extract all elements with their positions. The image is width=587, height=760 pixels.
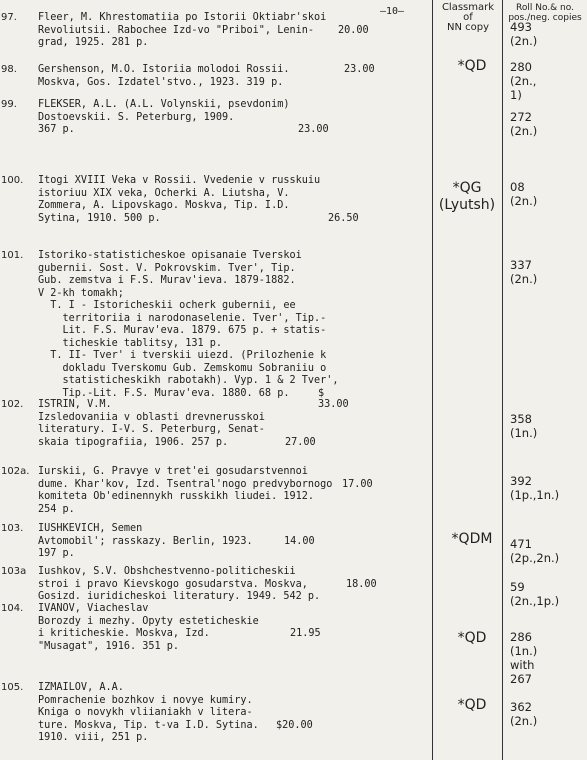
- entry-citation: [38, 682, 418, 745]
- citation-line: Izsledovaniia v oblasti drevnerusskoi: [38, 411, 265, 423]
- citation-line: Kniga o novykh vliianiakh v litera-: [38, 707, 253, 718]
- citation-line: Sytina, 1910. 500 p.: [38, 212, 161, 224]
- citation-line: 254 p.: [38, 503, 75, 515]
- entry-price: $ 33.00: [318, 387, 349, 410]
- citation-line: literatury. I-V. S. Peterburg, Senat-: [38, 424, 265, 435]
- citation-line: Istoriko-statisticheskoe opisanaie Tverskoi: [38, 250, 302, 261]
- citation-line: dokladu Tverskomu Gub. Zemskomu Sobraniiu o: [38, 362, 327, 374]
- citation-line: Fleer, M. Khrestomatiia po Istorii Oktiabr'skoi: [38, 12, 327, 23]
- entry-number: 98.: [1, 64, 17, 75]
- entry-citation: [38, 175, 418, 225]
- entry-price: 23.00: [344, 64, 375, 75]
- roll-note: [510, 700, 537, 728]
- roll-note-line: 337 (2n.): [510, 258, 538, 286]
- citation-line: Borozdy i mezhy. Opyty esteticheskie: [38, 615, 259, 627]
- citation-line: T. I - Istoricheskii ocherk gubernii, ee: [38, 300, 296, 311]
- roll-note: [510, 580, 559, 608]
- roll-note-line: 358 (1n.): [510, 412, 538, 440]
- entry-price: $20.00: [276, 719, 313, 731]
- roll-header-line1: Roll No.& no.: [516, 3, 574, 13]
- citation-line: 197 p.: [38, 548, 75, 559]
- citation-line: gubernii. Sost. V. Pokrovskim. Tver', Tip.: [38, 262, 296, 274]
- roll-note-line: 392 (1p.,1n.): [510, 474, 560, 502]
- roll-note: [510, 474, 559, 502]
- roll-note-line: 493 (2n.): [510, 20, 538, 48]
- citation-line: IUSHKEVICH, Semen: [38, 523, 143, 534]
- entry-price: 18.00: [346, 578, 377, 590]
- citation-line: FLEKSER, A.L. (A.L. Volynskii, psevdonim): [38, 99, 290, 110]
- citation-line: Revoliutsii. Rabochee Izd-vo "Priboi", Lenin-: [38, 24, 315, 36]
- citation-line: Dostoevskii. S. Peterburg, 1909.: [38, 111, 235, 123]
- roll-note: [510, 258, 537, 286]
- classmark-note: *QD: [457, 630, 487, 646]
- entry-number: 99.: [1, 99, 17, 110]
- citation-line: grad, 1925. 281 p.: [38, 37, 149, 48]
- page-number: —10—: [380, 6, 405, 17]
- roll-note-line: 59 (2n.,1p.): [510, 580, 560, 608]
- classmark-header: [436, 3, 500, 33]
- citation-line: V 2-kh tomakh;: [38, 287, 124, 299]
- entry-number: 97.: [1, 12, 17, 23]
- citation-line: Pomrachenie bozhkov i novye kumiry.: [38, 694, 253, 706]
- column-divider-right: [502, 0, 503, 760]
- classmark-note: *QD: [457, 697, 487, 713]
- entry-citation: [38, 250, 418, 400]
- entry-price: 27.00: [285, 436, 316, 448]
- citation-line: Itogi XVIII Veka v Rossii. Vvedenie v russkuiu: [38, 175, 321, 186]
- classmark-note: *QDM: [451, 531, 493, 547]
- citation-line: Iushkov, S.V. Obshchestvenno-politicheskii: [38, 566, 296, 577]
- citation-line: Zommera, A. Lipovskago. Moskva, Tip. I.D.: [38, 200, 290, 211]
- citation-line: "Musagat", 1916. 351 p.: [38, 640, 180, 652]
- roll-note-line: 280 (2n., 1): [510, 60, 537, 102]
- citation-line: i kriticheskie. Moskva, Izd.: [38, 628, 210, 639]
- entry-price: 21.95: [290, 628, 321, 639]
- citation-line: ticheskie tablitsy, 131 p.: [38, 337, 223, 349]
- citation-line: dume. Khar'kov, Izd. Tsentral'nogo predvybornogo: [38, 478, 333, 490]
- citation-line: statisticheskikh rabotakh). Vyp. 1 & 2 Tver',: [38, 375, 339, 386]
- citation-line: istoriuu XIX veka, Ocherki A. Liutsha, V.: [38, 187, 290, 199]
- roll-header-line2: pos./neg. copies: [508, 13, 582, 23]
- citation-line: Avtomobil'; rasskazy. Berlin, 1923.: [38, 535, 253, 547]
- entry-number: 104.: [1, 603, 24, 614]
- entry-price: 26.50: [328, 212, 359, 224]
- column-divider-left: [432, 0, 433, 760]
- citation-line: IVANOV, Viacheslav: [38, 603, 149, 614]
- citation-line: ISTRIN, V.M.: [38, 399, 112, 410]
- citation-line: territoriia i narodonaselenie. Tver', Tip.-: [38, 312, 327, 324]
- roll-note-line: 471 (2p.,2n.): [510, 537, 560, 565]
- entry-number: 102.: [1, 399, 24, 410]
- entry-citation: [38, 399, 418, 449]
- entry-number: 103a: [1, 566, 27, 577]
- citation-line: stroi i pravo Kievskogo gosudarstva. Moskva,: [38, 578, 308, 590]
- roll-note: [510, 20, 537, 48]
- roll-note: [510, 630, 537, 686]
- citation-line: T. II- Tver' i tverskii uiezd. (Prilozhenie k: [38, 350, 327, 361]
- entry-price: 20.00: [338, 24, 369, 36]
- roll-note: [510, 537, 559, 565]
- citation-line: 367 p.: [38, 124, 75, 135]
- citation-line: ture. Moskva, Tip. t-va I.D. Sytina.: [38, 719, 259, 731]
- classmark-note: *QD: [457, 58, 487, 74]
- entry-price: 23.00: [298, 124, 329, 135]
- roll-note-line: 272 (2n.): [510, 110, 538, 138]
- citation-line: IZMAILOV, A.A.: [38, 682, 124, 693]
- citation-line: Gershenson, M.O. Istoriia molodoi Rossii.: [38, 64, 290, 75]
- roll-note: [510, 180, 537, 208]
- entry-citation: [38, 523, 418, 561]
- entry-number: 103.: [1, 523, 24, 534]
- citation-line: skaia tipografiia, 1906. 257 p.: [38, 436, 229, 448]
- classmark-header-line2: NN copy: [446, 22, 490, 33]
- roll-note: [510, 412, 537, 440]
- citation-line: Tip.-Lit. F.S. Murav'eva. 1880. 68 p.: [38, 387, 290, 399]
- roll-note: [510, 110, 537, 138]
- entry-citation: [38, 466, 418, 516]
- entry-price: 17.00: [342, 478, 373, 490]
- citation-line: Gub. zemstva i F.S. Murav'ieva. 1879-1882.: [38, 275, 296, 286]
- entry-citation: [38, 603, 418, 653]
- entry-number: 101.: [1, 250, 24, 261]
- citation-line: Gosizd. iuridicheskoi literatury. 1949. 542 p.: [38, 591, 321, 602]
- roll-note-line: with 267: [510, 658, 535, 686]
- roll-note-line: 08 (2n.): [510, 180, 538, 208]
- classmark-note: *QG (Lyutsh): [438, 180, 496, 213]
- entry-citation: [38, 99, 418, 137]
- citation-line: Lit. F.S. Murav'eva. 1879. 675 p. + statis-: [38, 325, 327, 336]
- citation-line: 1910. viii, 251 p.: [38, 732, 149, 743]
- classmark-header-line1: Classmark of: [441, 2, 495, 23]
- entry-number: 100.: [1, 175, 24, 186]
- citation-line: Iurskii, G. Pravye v tret'ei gosudarstvennoi: [38, 466, 308, 477]
- citation-line: Moskva, Gos. Izdatel'stvo., 1923. 319 p.: [38, 76, 284, 88]
- roll-note-line: 286 (1n.): [510, 630, 538, 658]
- entry-number: 105.: [1, 682, 24, 693]
- citation-line: komiteta Ob'edinennykh russkikh liudei. 1912.: [38, 491, 315, 502]
- roll-note: [510, 60, 536, 102]
- roll-note-line: 362 (2n.): [510, 700, 538, 728]
- entry-number: 102a.: [1, 466, 30, 477]
- entry-price: 14.00: [284, 535, 315, 547]
